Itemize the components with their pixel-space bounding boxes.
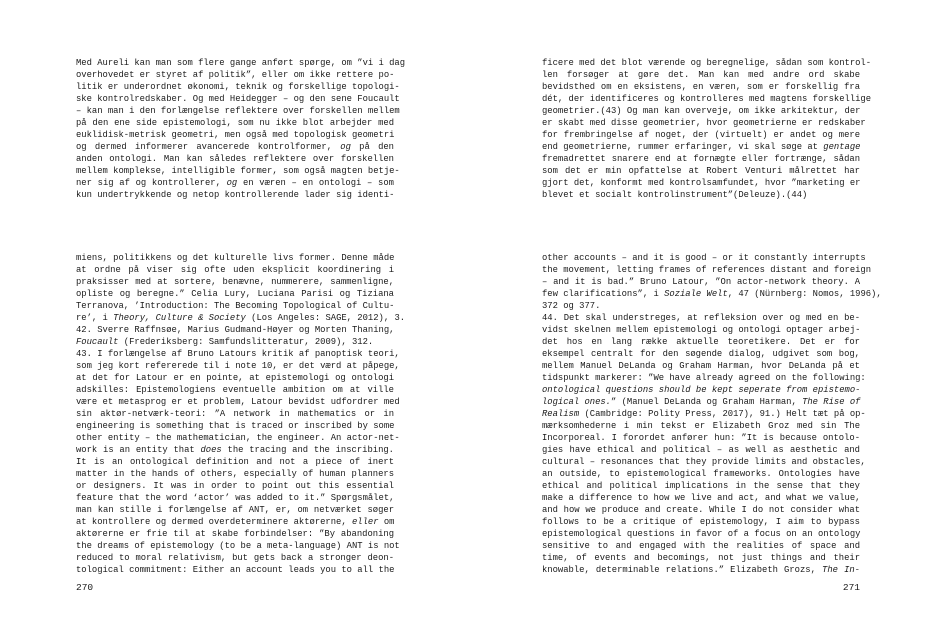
text-line: mellem Manuel DeLanda og Graham Harman, hvor DeLanda på et: [542, 361, 860, 371]
text-line: man kan stille i forlængelse af ANT, er, om netværket søger: [76, 505, 394, 515]
text-line: sensitive to and engaged with the realities of space and: [542, 541, 860, 551]
text-line: kun undertrykkende og netop kontrollerende lader sig identi-: [76, 190, 395, 200]
text-line: ethical and political implications in the sense that they: [542, 481, 860, 491]
text-line: 44. Det skal understreges, at refleksion over og med en be-: [542, 313, 860, 323]
text-line: few clarifications”, i Soziale Welt, 47 (Nürnberg: Nomos, 1996),: [542, 289, 882, 299]
text-line: make a difference to how we live and act, and what we value,: [542, 493, 861, 503]
text-line: miens, politikkens og det kulturelle livs former. Denne måde: [76, 253, 395, 263]
text-line: matter in the hands of others, especially of human planners: [76, 469, 394, 479]
text-line: aktørerne er frie til at skabe forbindelser: ”By abandoning: [76, 529, 394, 539]
text-line: opliste og beregne.” Celia Lury, Luciana Parisi og Tiziana: [76, 289, 394, 299]
text-line: and how we produce and create. While I do not consider what: [542, 505, 860, 515]
text-line: time, of events and becomings, not just things and their: [542, 553, 860, 563]
text-line: ner sig af og kontrollerer, og en væren – en ontologi – som: [76, 178, 394, 188]
text-line: engineering is something that is traced or inscribed by some: [76, 421, 395, 431]
text-line: re’, i Theory, Culture & Society (Los Angeles: SAGE, 2012), 3.: [76, 313, 406, 323]
text-line: – and it is bad.” Bruno Latour, ”On actor-network theory. A: [542, 277, 860, 287]
text-line: for frembringelse af noget, der (virtuelt) er andet og mere: [542, 130, 860, 140]
text-line: Med Aureli kan man som flere gange anført spørge, om ”vi i dag: [76, 58, 406, 68]
text-line: ontological questions should be kept seperate from epistemo-: [542, 385, 861, 395]
text-line: fremadrettet snarere end at fornægte eller fortrænge, sådan: [542, 154, 860, 164]
left-body-text: [76, 57, 406, 201]
text-line: len forsøger at gøre det. Man kan med andre ord skabe: [542, 70, 860, 80]
text-line: det hos en lang række aktuelle teoretikere. Det er for: [542, 337, 860, 347]
text-line: Foucault (Frederiksberg: Samfundslitteratur, 2009), 312.: [76, 337, 374, 347]
right-body-text: [542, 57, 872, 201]
text-line: It is an ontological definition and not a piece of inert: [76, 457, 394, 467]
text-line: tological commitment: Either an account leads you to all the: [76, 565, 395, 575]
text-line: geometrier.(43) Og man kan overveje, om ikke arkitektur, der: [542, 106, 861, 116]
page-number-left: 270: [76, 582, 94, 593]
text-line: anden ontologi. Man kan således reflektere over forskellen: [76, 154, 394, 164]
text-line: cultural – resonances that they provide limits and obstacles,: [542, 457, 866, 467]
text-line: feature that the word ‘actor’ was added to it.” Spørgsmålet,: [76, 493, 395, 503]
text-line: Realism (Cambridge: Polity Press, 2017), 91.) Helt tæt på op-: [542, 409, 866, 419]
text-line: blevet et socialt kontrolinstrument”(Deleuze).(44): [542, 190, 808, 200]
text-line: sin aktør-netværk-teori: ”A network in mathematics or in: [76, 409, 394, 419]
text-line: og dermed informerer avancerede kontrolformer, og på den: [76, 142, 394, 152]
text-line: – kan man i den forlængelse reflektere over forskellen mellem: [76, 106, 400, 116]
text-line: bevidsthed om en eksistens, en væren, som er forskellig fra: [542, 82, 860, 92]
text-line: follows to be a critique of epistemology, I aim to bypass: [542, 517, 860, 527]
text-line: mærksomhederne i min tekst er Elizabeth Groz med sin The: [542, 421, 860, 431]
page-number-right: 271: [842, 582, 860, 593]
text-line: logical ones.” (Manuel DeLanda og Graham Harman, The Rise of: [542, 397, 861, 407]
text-line: reduced to moral relativism, but gets back a stronger deon-: [76, 553, 394, 563]
text-line: praksisser med at sortere, benævne, nummerere, sammenligne,: [76, 277, 394, 287]
text-line: adskilles: Epistemologiens eventuelle ambition om at ville: [76, 385, 394, 395]
text-line: epistemological questions in favor of a focus on an ontology: [542, 529, 861, 539]
text-line: knowable, determinable relations.” Elizabeth Grozs, The In-: [542, 565, 860, 575]
text-line: som det er min opfattelse at Robert Venturi målrettet har: [542, 166, 860, 176]
text-line: overhovedet er styret af politik”, eller om ikke rettere po-: [76, 70, 395, 80]
text-line: at ordne på viser sig ofte uden eksplicit koordinering i: [76, 265, 394, 275]
text-line: 372 og 377.: [542, 301, 601, 311]
text-line: gjort det, konformt med kontrolsamfundet, hvor ”marketing er: [542, 178, 861, 188]
right-footnotes: [542, 252, 882, 576]
text-line: the dreams of epistemology (to be a meta-language) ANT is not: [76, 541, 400, 551]
text-line: other entity – the mathematician, the engineer. An actor-net-: [76, 433, 400, 443]
text-line: er skabt med disse geometrier, hvor geometrierne er redskaber: [542, 118, 866, 128]
text-line: or designers. It was in order to point out this essential: [76, 481, 394, 491]
text-line: 43. I forlængelse af Bruno Latours kritik af panoptisk teori,: [76, 349, 400, 359]
left-footnotes: [76, 252, 406, 576]
text-line: Incorporeal. I forordet anfører hun: ”It is because ontolo-: [542, 433, 860, 443]
text-line: dét, der identificeres og kontrolleres med magtens forskellige: [542, 94, 872, 104]
text-line: litik er underordnet økonomi, teknik og forskellige topologi-: [76, 82, 400, 92]
text-line: end geometrierne, rummer erfaringer, vi skal søge at gentage: [542, 142, 861, 152]
text-line: på den ene side epistemologi, som nu ikke blot arbejder med: [76, 118, 394, 128]
text-line: være et metasprog er et problem, Latour bevidst udfordrer med: [76, 397, 400, 407]
text-line: vidst skelnen mellem epistemologi og ontologi optager arbej-: [542, 325, 861, 335]
text-line: tidspunkt markerer: ”We have already agreed on the following:: [542, 373, 866, 383]
right-page: [467, 0, 934, 624]
text-line: ske kontrolredskaber. Og med Heidegger – og den sene Foucault: [76, 94, 400, 104]
text-line: an outside, to epistemological frameworks. Ontologies have: [542, 469, 860, 479]
text-line: at det for Latour er en pointe, at epistemologi og ontologi: [76, 373, 394, 383]
left-page: [0, 0, 467, 624]
text-line: euklidisk-metrisk geometri, men også med topologisk geometri: [76, 130, 395, 140]
text-line: Terranova, ’Introduction: The Becoming Topological of Cultu-: [76, 301, 395, 311]
text-line: at kontrollere og dermed overdeterminere aktørerne, eller om: [76, 517, 395, 527]
text-line: gies have ethical and political – as well as aesthetic and: [542, 445, 860, 455]
text-line: som jeg kort refererede til i note 10, er det værd at påpege,: [76, 361, 400, 371]
text-line: ficere med det blot værende og beregnelige, sådan som kontrol-: [542, 58, 872, 68]
text-line: mellem komplekse, intelligible former, som også magten betje-: [76, 166, 400, 176]
text-line: eksempel centralt for den søgende dialog, udgivet som bog,: [542, 349, 860, 359]
text-line: the movement, letting frames of references distant and foreign: [542, 265, 872, 275]
text-line: other accounts – and it is good – or it constantly interrupts: [542, 253, 866, 263]
text-line: 42. Sverre Raffnsøe, Marius Gudmand-Høyer og Morten Thaning,: [76, 325, 395, 335]
text-line: work is an entity that does the tracing and the inscribing.: [76, 445, 394, 455]
